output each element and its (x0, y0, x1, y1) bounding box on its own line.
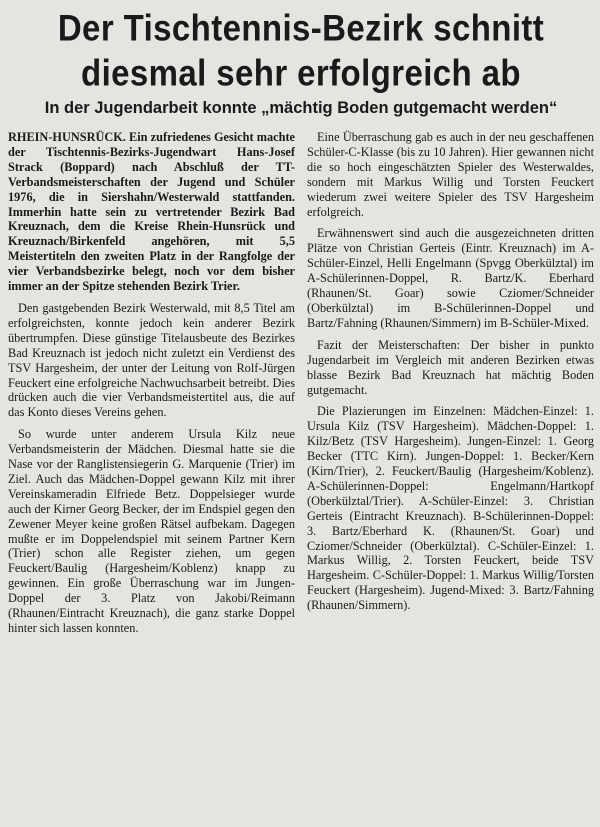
article-column-right (307, 130, 594, 643)
article-body (8, 130, 594, 643)
paragraph: Den gastgebenden Bezirk Westerwald, mit 8,5 Titel am erfolgreichsten, konnte jedoch kein anderer Bezirk übertrumpfen. Diese günstige Titelausbeute des Bezirkes Bad Kreuznach ist jedoch nicht zuletzt ein Verdienst des TSV Hargesheim, der unter der Leitung von Rolf-Jürgen Feuckert eine erfolgreiche Nachwuchsarbeit betreibt. Dies drücken auch die vier Verbandsmeistertitel aus, die auf das Konto dieses Vereins gehen. (8, 300, 295, 420)
headline (8, 6, 594, 96)
paragraph: So wurde unter anderem Ursula Kilz neue Verbandsmeisterin der Mädchen. Diesmal hatte sie die Nase vor der Ranglistensiegerin G. Marquenie (Trier) im Ziel. Auch das Mädchen-Doppel gewann Kilz mit ihrer Vereinskameradin Elfriede Betz. Doppelsieger wurde auch der Kirner Georg Becker, der im Endspiel gegen den Zewener Meyer keine großen Rätsel aufbekam. Dagegen mußte er im Doppelendspiel mit seinem Partner Kern (Trier) schon alle Register ziehen, um gegen Feuckert/Baulig (Hargesheim/Koblenz) knapp zu gewinnen. Ein große Überraschung war im Jungen-Doppel der 3. Platz von Jakobi/Reimann (Rhaunen/Eintracht Kreuznach), die ganz starke Doppel hinter sich lassen konnten. (8, 427, 295, 635)
dateline: RHEIN-HUNSRÜCK. (8, 130, 126, 144)
paragraph: Fazit der Meisterschaften: Der bisher in punkto Jugendarbeit im Vergleich mit anderen Bezirken etwas blasse Bezirk Bad Kreuznach hat mächtig Boden gutgemacht. (307, 337, 594, 397)
results-paragraph: Die Plazierungen im Einzelnen: Mädchen-Einzel: 1. Ursula Kilz (TSV Hargesheim). Mädchen-Doppel: 1. Kilz/Betz (TSV Hargesheim). Jungen-Einzel: 1. Georg Becker (TTC Kirn). Jungen-Doppel: 1. Becker/Kern (Kirn/Trier), 2. Feuckert/Baulig (Hargesheim/Koblenz). A-Schülerinnen-Doppel: Engelmann/Hartkopf (Oberkülztal/Trier). A-Schüler-Einzel: 3. Christian Gerteis (Eintracht Kreuznach). B-Schülerinnen-Doppel: 3. Bartz/Eberhard K. (Rhaunen/St. Goar) und Cziomer/Schneider (Oberkülztal). C-Schüler-Einzel: 1. Markus Willig, 2. Torsten Feuckert, beide TSV Hargesheim. C-Schüler-Doppel: 1. Markus Willig/Torsten Feuckert (Hargesheim). Jugend-Mixed: 3. Bartz/Fahning (Rhaunen/Simmern). (307, 404, 594, 613)
lead-text: Ein zufriedenes Gesicht machte der Tischtennis-Bezirks-Jugendwart Hans-Josef Strack (Boppard) nach Abschluß der TT-Verbandsmeisterschaften der Jugend und Schüler 1976, die in Siershahn/Westerwald stattfanden. Immerhin hatte sein zu vertretender Bezirk Bad Kreuznach, dem die Kreise Rhein-Hunsrück und Kreuznach/Birkenfeld angehören, mit 5,5 Meistertiteln den zweiten Platz in der Rangfolge der vier Verbandsbezirke belegt, noch vor dem bisher immer an der Spitze stehenden Bezirk Trier. (8, 130, 295, 294)
headline-line-1: Der Tischtennis-Bezirk schnitt (57, 7, 545, 49)
subheadline: In der Jugendarbeit konnte „mächtig Boden gutgemacht werden“ (44, 99, 558, 117)
paragraph: Erwähnenswert sind auch die ausgezeichneten dritten Plätze von Christian Gerteis (Eintr. Kreuznach) im A-Schüler-Einzel, Helli Engelmann (Spvgg Oberkülztal) im A-Schülerinnen-Doppel, R. Bartz/K. Eberhard (Rhaunen/St. Goar) sowie Cziomer/Schneider (Oberkülztal) im B-Schülerinnen-Doppel und Bartz/Fahning (Rhaunen/Simmern) im B-Schüler-Mixed. (307, 226, 594, 330)
headline-line-2: diesmal sehr erfolgreich ab (81, 51, 521, 94)
article-column-left (8, 130, 295, 643)
lead-paragraph (8, 130, 295, 294)
paragraph: Eine Überraschung gab es auch in der neu geschaffenen Schüler-C-Klasse (bis zu 10 Jahren). Hier gewannen nicht die so hoch eingeschätzten Spieler des Westerwaldes, sondern mit Markus Willig und Torsten Feuckert wiederum zwei weitere Spieler des TSV Hargesheim erfolgreich. (307, 130, 594, 219)
